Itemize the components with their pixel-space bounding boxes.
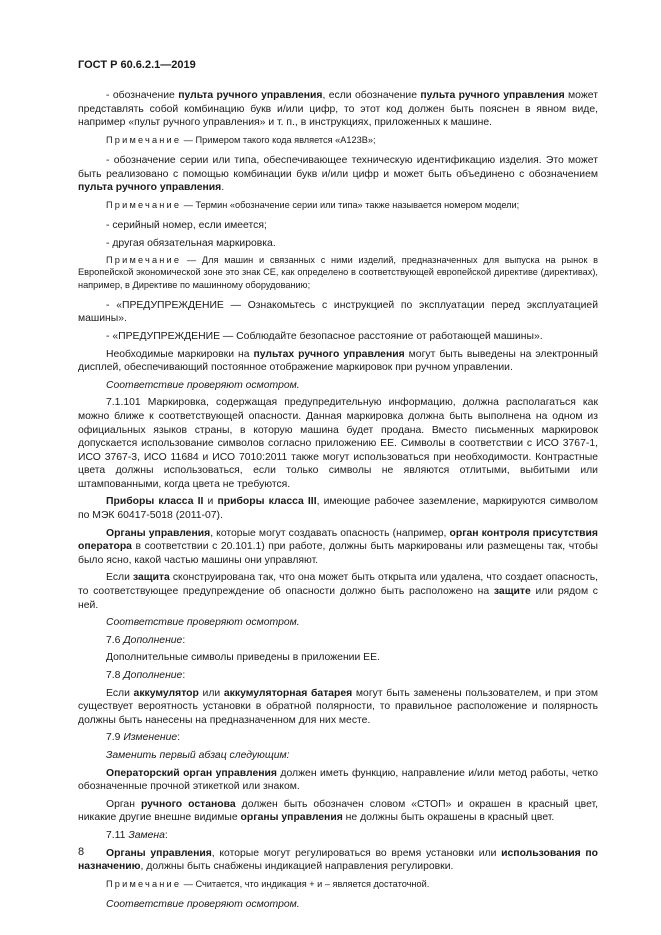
term-bold: органы управления <box>240 812 343 824</box>
paragraph: Если защита сконструирована так, что она может быть открыта или удалена, что создает опасность, то соответствующее предупреждение об опасности должно быть расположено на защите или рядом с ней. <box>78 572 599 611</box>
verification-line: Соответствие проверяют осмотром. <box>106 379 300 391</box>
document-body <box>78 89 598 916</box>
paragraph: Дополнительные символы приведены в приложении ЕЕ. <box>106 652 380 664</box>
term-bold: защите <box>493 586 531 598</box>
list-item: - «ПРЕДУПРЕЖДЕНИЕ — Ознакомьтесь с инструкцией по эксплуатации перед эксплуатацией машины». <box>78 299 598 325</box>
note-label: Примечание <box>106 878 182 889</box>
paragraph: Орган ручного останова должен быть обозначен словом «СТОП» и окрашен в красный цвет, никакие другие внешне видимые органы управления не должны быть окрашены в красный цвет. <box>78 798 599 824</box>
term-bold: пульта ручного управления <box>420 90 565 101</box>
clause-heading: 7.9 Изменение: <box>106 732 181 744</box>
clause-heading: 7.8 Дополнение: <box>106 670 186 682</box>
term-bold: аккумуляторная батарея <box>223 687 353 699</box>
term-bold: аккумулятор <box>133 687 199 699</box>
paragraph: Необходимые маркировки на пультах ручного управления могут быть выведены на электронный дисплей, обеспечивающий постоянное отображение маркировок при ручном управлении. <box>78 348 598 374</box>
clause-heading: 7.6 Дополнение: <box>106 634 186 646</box>
paragraph: Органы управления, которые могут регулироваться во время установки или использования по назначению, должны быть снабжены индикацией направления регулировки. <box>78 847 598 873</box>
note: Примечание — Для машин и связанных с ними изделий, предназначенных для выпуска на рынок в Европейской экономической зоне это знак CE, как определено в соответствующей европейской директиве (директивах), например, в Директиве по машинному оборудованию; <box>78 255 598 290</box>
note: Примечание — Считается, что индикация + и – является достаточной. <box>106 878 430 889</box>
term-bold: пульта ручного управления <box>178 90 323 101</box>
term-bold: ручного останова <box>140 798 236 810</box>
paragraph: - обозначение пульта ручного управления, если обозначение пульта ручного управления может представлять собой комбинацию букв и/или цифр, то этот код должен быть пояснен в явном виде, например «пульт ручного управления» и т. п., в инструкциях, приложенных к машине. <box>78 90 598 129</box>
list-item: - серийный номер, если имеется; <box>106 219 267 231</box>
term-bold: Приборы класса II <box>106 496 204 508</box>
term-bold: Органы управления <box>106 847 212 859</box>
note-label: Примечание <box>106 134 182 145</box>
note: Примечание — Термин «обозначение серии или типа» также называется номером модели; <box>106 199 520 210</box>
note-label: Примечание <box>106 199 182 210</box>
verification-line: Соответствие проверяют осмотром. <box>106 898 300 910</box>
instruction-line: Заменить первый абзац следующим: <box>106 749 290 761</box>
term-bold: орган контроля присутствия оператора <box>78 527 598 553</box>
term-bold: Операторский орган управления <box>106 767 277 779</box>
document-header: ГОСТ Р 60.6.2.1—2019 <box>78 59 196 71</box>
paragraph: Если аккумулятор или аккумуляторная батарея могут быть заменены пользователем, и при этом существует вероятность установки в обратной полярности, то правильное расположение и полярность должны быть нанесены на предназначенном для них месте. <box>78 687 598 726</box>
page-number: 8 <box>78 846 85 858</box>
term-bold: защита <box>132 572 170 584</box>
list-item: - «ПРЕДУПРЕЖДЕНИЕ — Соблюдайте безопасное расстояние от работающей машины». <box>106 330 543 342</box>
paragraph: Приборы класса II и приборы класса III, имеющие рабочее заземление, маркируются символом по МЭК 60417-5018 (2011-07). <box>78 496 599 522</box>
term-bold: пультах ручного управления <box>253 348 405 360</box>
paragraph: Операторский орган управления должен иметь функцию, направление и/или метод работы, четко обозначенные прочной этикеткой или знаком. <box>78 767 598 793</box>
term-bold: пульта ручного управления <box>78 182 222 194</box>
clause-heading: 7.11 Замена: <box>106 829 168 841</box>
note-label: Примечание <box>106 255 182 266</box>
verification-line: Соответствие проверяют осмотром. <box>106 617 300 629</box>
term-bold: Органы управления <box>106 527 211 539</box>
paragraph: - обозначение серии или типа, обеспечивающее техническую идентификацию изделия. Это может быть реализовано с помощью комбинации букв и/или цифр и может быть объединено с обозначением пульта ручного управления. <box>78 154 598 194</box>
note: Примечание — Примером такого кода является «А123В»; <box>106 134 376 145</box>
term-bold: использования по назначению <box>78 847 598 873</box>
list-item: - другая обязательная маркировка. <box>106 237 276 249</box>
paragraph: Органы управления, которые могут создавать опасность (например, орган контроля присутствия оператора в соответствии с 20.101.1) при работе, должны быть маркированы или размещены так, чтобы было ясно, какой частью машины они управляют. <box>78 527 598 566</box>
clause-7-1-101: 7.1.101 Маркировка, содержащая предупредительную информацию, должна располагаться как можно ближе к соответствующей опасности. Данная маркировка должна быть выполнена на одном из официальных языков страны, в которую машина будет продана. Вместо письменных маркировок допускается использование символов согласно приложению ЕЕ. Символы в соответствии с ИСО 3767-1, ИСО 3767-3, ИСО 11684 и ИСО 7010:2011 также могут использоваться при необходимости. Контрастные цвета должны использоваться, если только символы не являются отлитыми, выбитыми или штампованными, когда цвета не требуются. <box>78 397 598 490</box>
term-bold: приборы класса III <box>217 496 317 508</box>
